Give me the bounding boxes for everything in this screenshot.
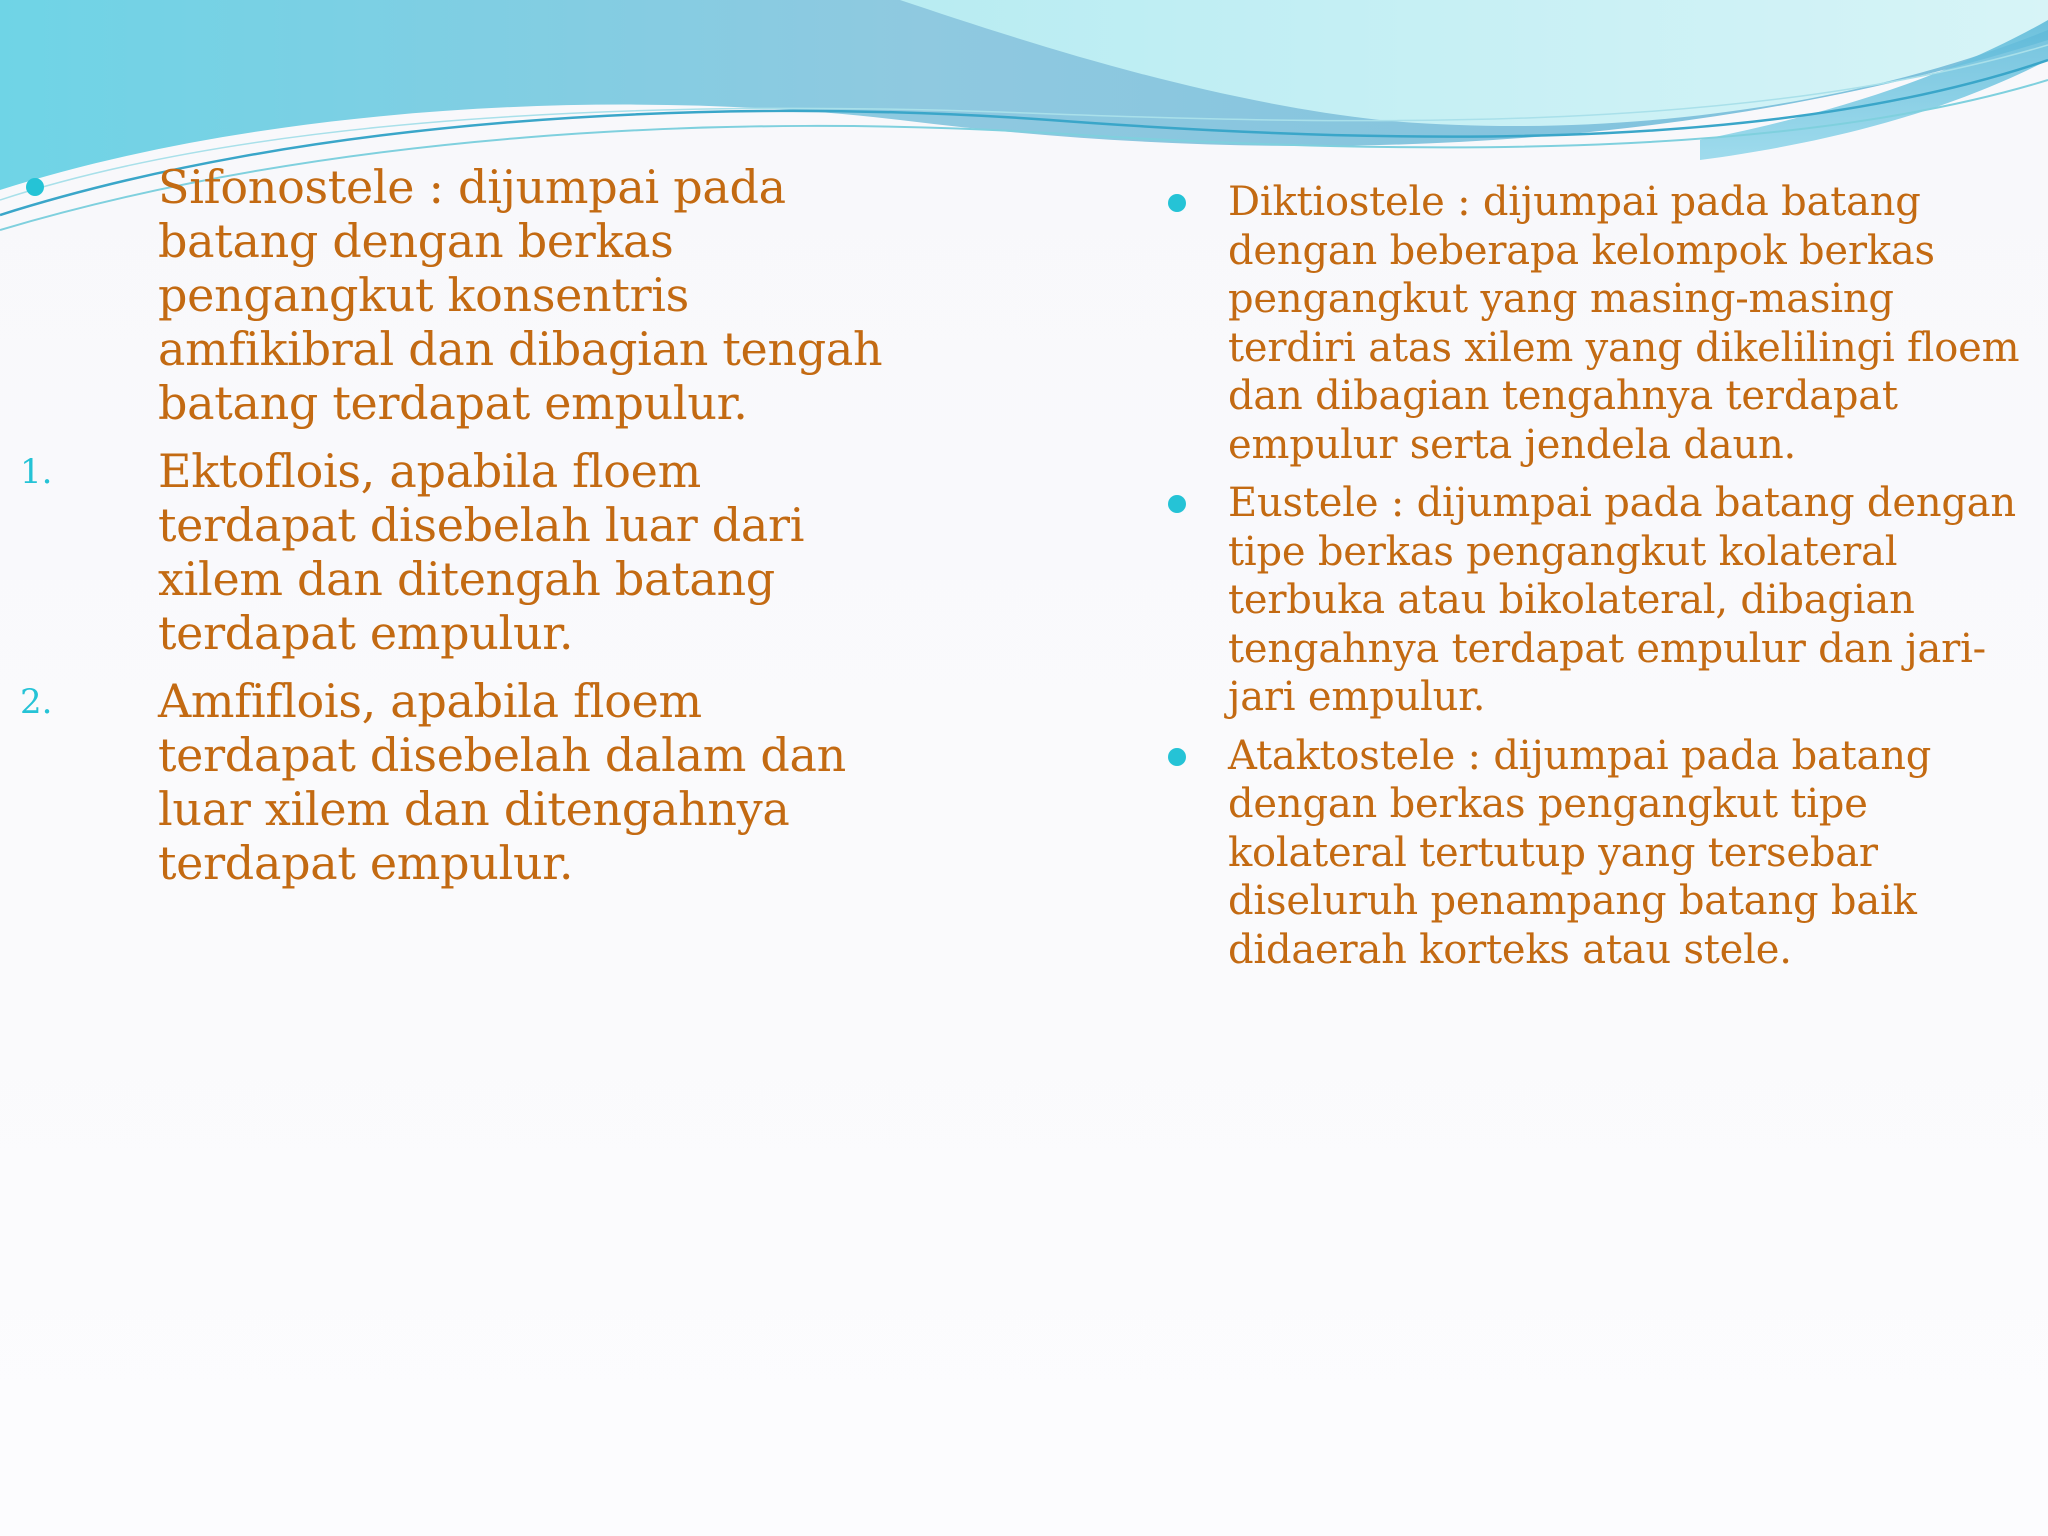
list-item-text: Diktiostele : dijumpai pada batang dengan beberapa kelompok berkas pengangkut yang masing-masing terdiri atas xilem yang dikelilingi floem dan dibagian tengahnya terdapat empulur serta jendela daun. bbox=[1228, 179, 2020, 468]
list-item-ataktostele bbox=[1160, 732, 2020, 975]
right-column bbox=[1160, 178, 2020, 984]
list-item-ektoflois bbox=[20, 444, 900, 660]
list-item-amfiflois bbox=[20, 674, 900, 890]
list-item-text: Eustele : dijumpai pada batang dengan tipe berkas pengangkut kolateral terbuka atau bikolateral, dibagian tengahnya terdapat empulur dan jari-jari empulur. bbox=[1228, 480, 2016, 720]
list-number: 2. bbox=[20, 682, 53, 722]
list-number: 1. bbox=[20, 452, 53, 492]
list-item-text: Ataktostele : dijumpai pada batang dengan berkas pengangkut tipe kolateral tertutup yang tersebar diseluruh penampang batang baik didaerah korteks atau stele. bbox=[1228, 732, 1932, 973]
list-item-sifonostele bbox=[20, 160, 900, 430]
list-item-text: Amfiflois, apabila floem terdapat disebelah dalam dan luar xilem dan ditengahnya terdapat empulur. bbox=[158, 674, 846, 890]
bullet-dot-icon bbox=[26, 178, 44, 200]
list-item-eustele bbox=[1160, 479, 2020, 722]
bullet-dot-icon bbox=[1168, 495, 1186, 517]
bullet-dot-icon bbox=[1168, 748, 1186, 770]
list-item-text: Sifonostele : dijumpai pada batang dengan berkas pengangkut konsentris amfikibral dan dibagian tengah batang terdapat empulur. bbox=[158, 160, 883, 430]
left-column bbox=[20, 160, 900, 904]
list-item-text: Ektoflois, apabila floem terdapat disebelah luar dari xilem dan ditengah batang terdapat empulur. bbox=[158, 444, 805, 660]
bullet-dot-icon bbox=[1168, 194, 1186, 216]
list-item-diktiostele bbox=[1160, 178, 2020, 469]
